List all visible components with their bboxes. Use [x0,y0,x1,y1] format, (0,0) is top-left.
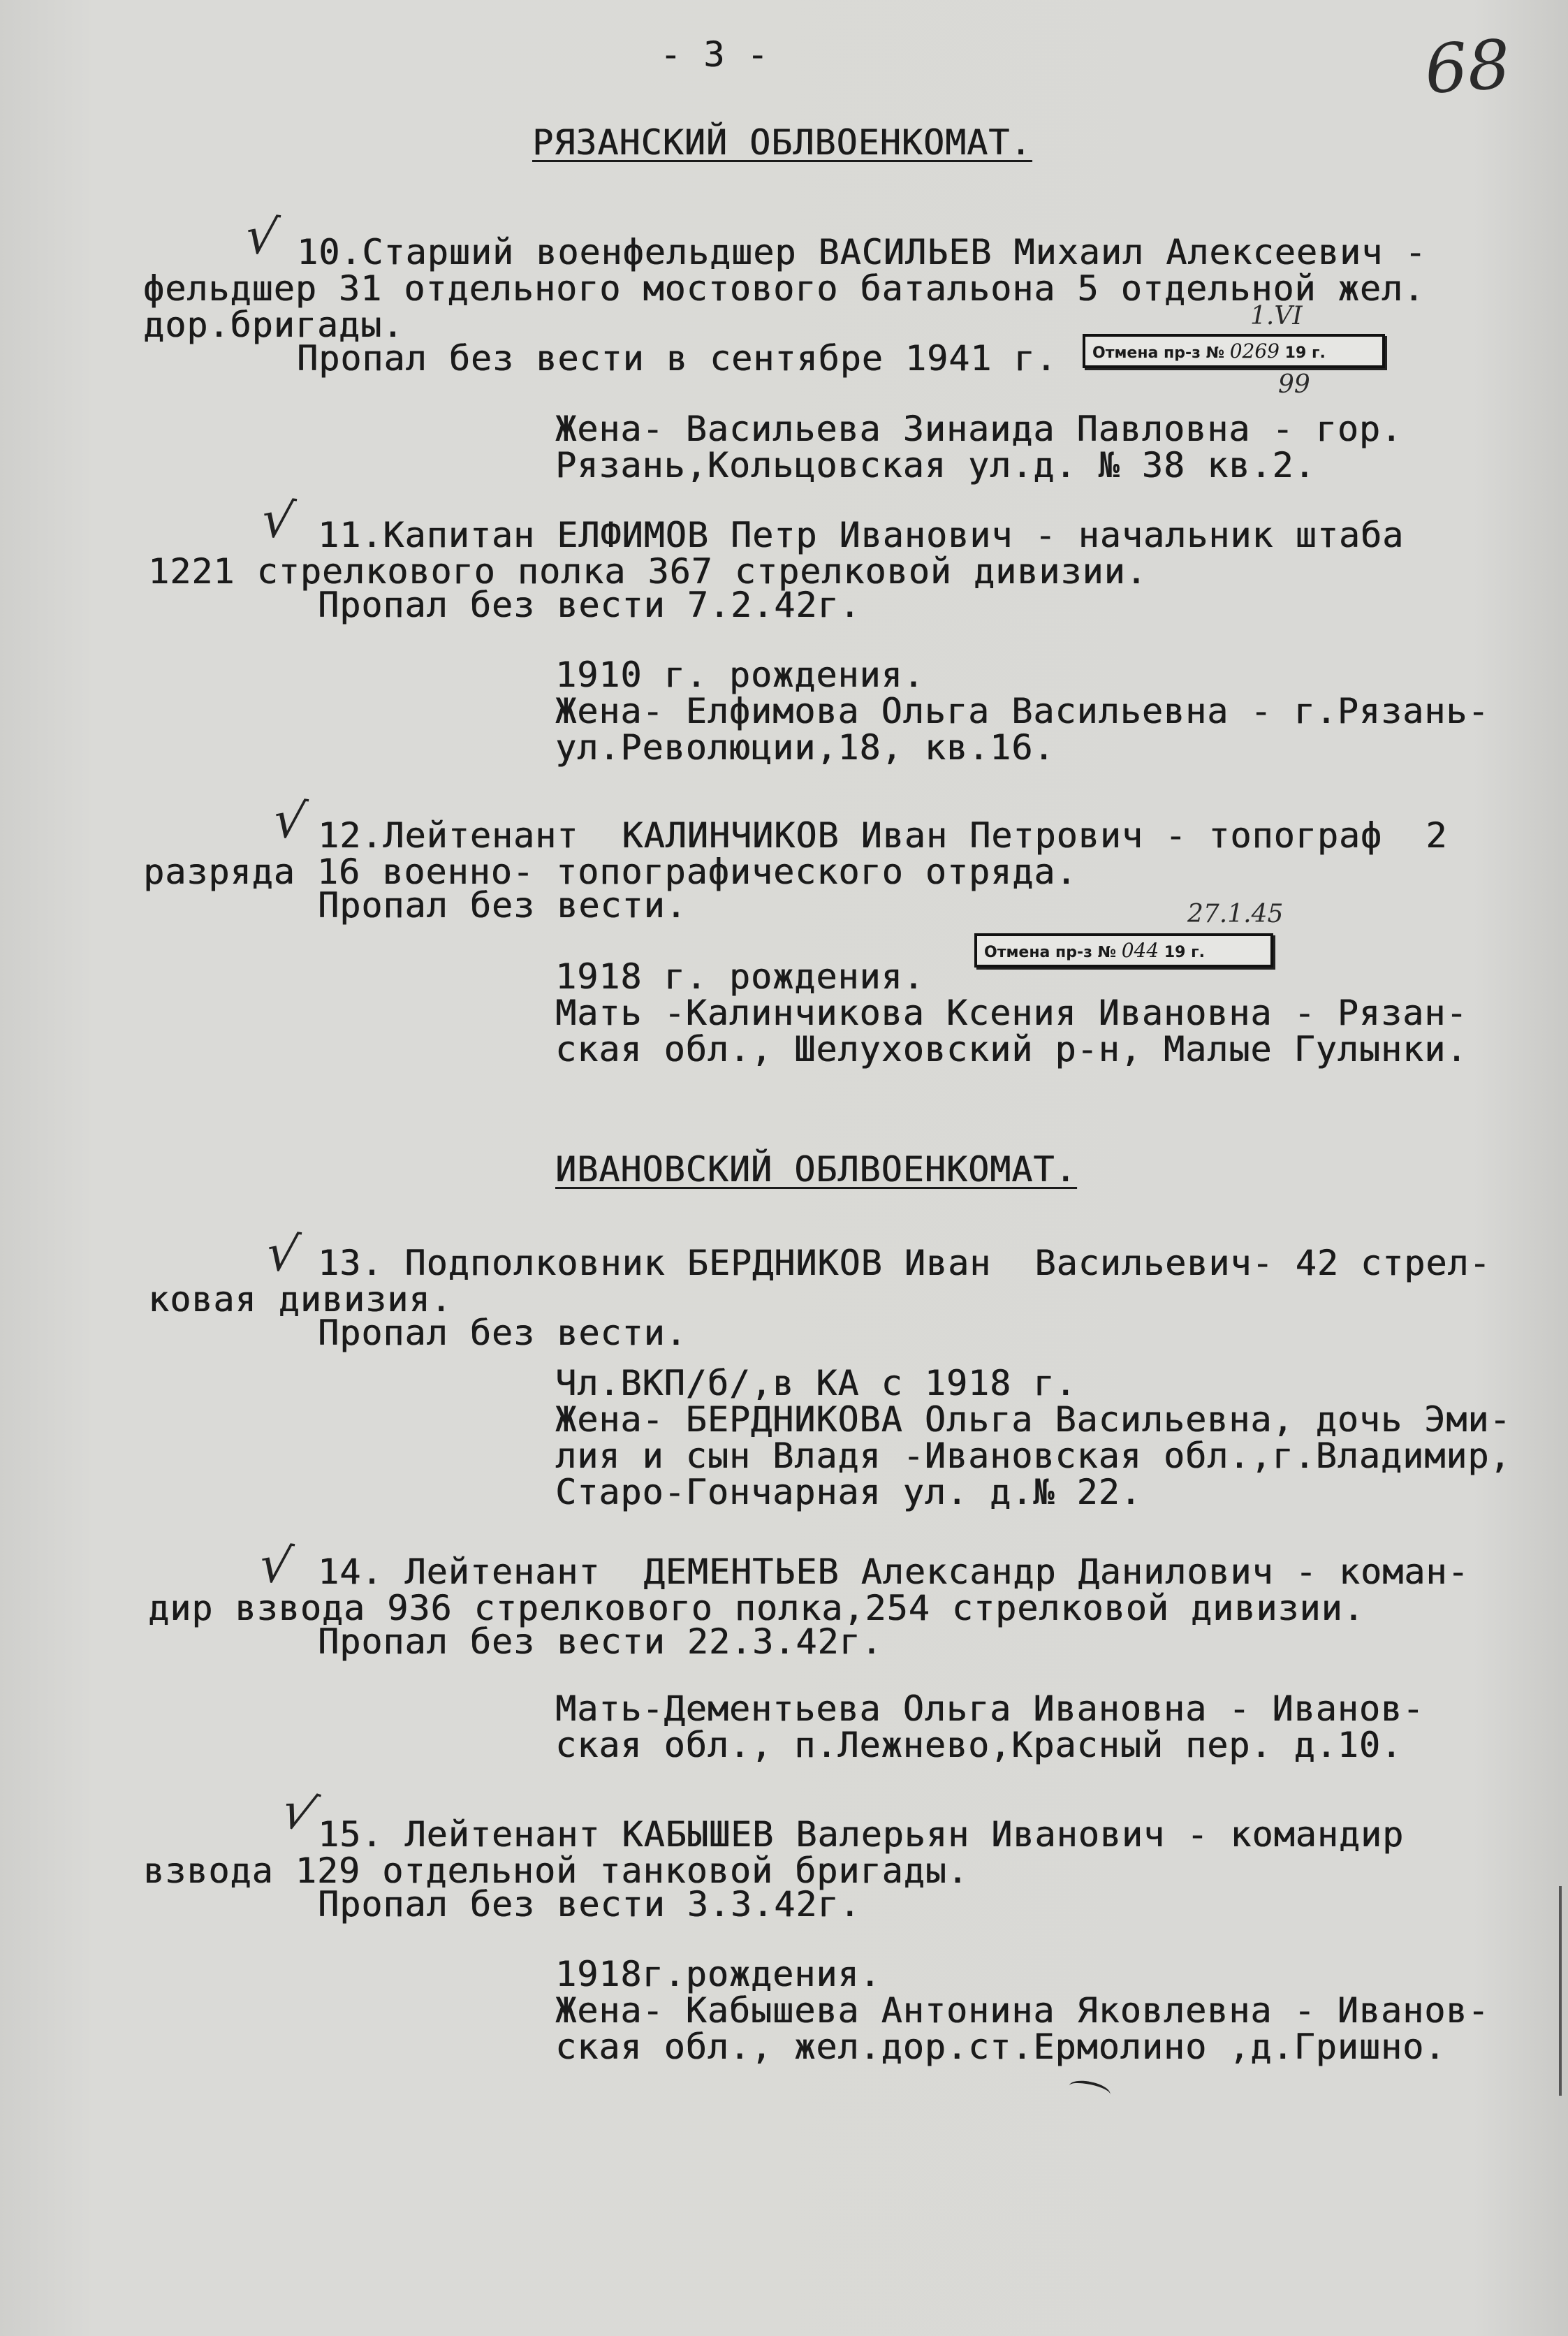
entry-13-line-2: ковая дивизия. [148,1279,453,1320]
stamp-1-note-top: 1.VI [1250,302,1303,330]
entry-12-relative-2: Мать -Калинчикова Ксения Ивановна - Рязан- [555,993,1468,1033]
entry-15-relative-2: Жена- Кабышева Антонина Яковлевна - Иванов- [555,1990,1490,2031]
section-heading-ivanovo: ИВАНОВСКИЙ ОБЛВОЕНКОМАТ. [555,1149,1077,1190]
entry-11-line-2: 1221 стрелкового полка 367 стрелковой дивизии. [148,551,1148,592]
stamp-1-note-bottom: 99 [1278,370,1310,399]
check-mark-icon: √ [274,1779,323,1846]
entry-12-line-1: 12.Лейтенант КАЛИНЧИКОВ Иван Петрович - топограф 2 [318,815,1448,856]
entry-13-line-1: 13. Подполковник БЕРДНИКОВ Иван Васильевич- 42 стрел- [318,1243,1491,1283]
stamp-2-suffix: 19 г. [1164,944,1205,961]
page-number: - 3 - [660,34,769,75]
stamp-1 [1083,334,1385,368]
sheet-number: 68 [1422,24,1513,110]
entry-13-relative-4: Старо-Гончарная ул. д.№ 22. [555,1472,1142,1512]
entry-13-relative-1: Чл.ВКП/б/,в КА с 1918 г. [555,1363,1077,1403]
entry-15-missing: Пропал без вести 3.3.42г. [318,1884,861,1925]
stamp-2-number: 044 [1121,939,1159,962]
entry-12-relative-3: ская обл., Шелуховский р-н, Малые Гулынки. [555,1029,1468,1070]
check-mark-icon: √ [263,1222,303,1285]
entry-10-line-1: 10.Старший военфельдшер ВАСИЛЬЕВ Михаил Алексеевич - [297,232,1427,272]
check-mark-icon: √ [258,488,298,551]
entry-10-line-3: дор.бригады. [143,305,404,345]
entry-15-line-2: взвода 129 отдельной танковой бригады. [143,1850,969,1891]
entry-11-missing: Пропал без вести 7.2.42г. [318,585,861,625]
stamp-1-label: Отмена пр-з № [1092,344,1225,362]
entry-13-relative-3: лия и сын Владя -Ивановская обл.,г.Владимир, [555,1436,1511,1476]
entry-13-relative-2: Жена- БЕРДНИКОВА Ольга Васильевна, дочь Эми- [555,1399,1511,1440]
stamp-2-note-top: 27.1.45 [1187,900,1284,928]
entry-11-relative-1: 1910 г. рождения. [555,655,925,695]
entry-11-relative-2: Жена- Елфимова Ольга Васильевна - г.Рязань- [555,691,1490,731]
entry-12-missing: Пропал без вести. [318,885,687,926]
entry-10-line-2: фельдшер 31 отдельного мостового батальона 5 отдельной жел. [143,268,1426,309]
entry-10-missing: Пропал без вести в сентябре 1941 г. [297,338,1057,379]
check-mark-icon: √ [242,205,282,268]
pen-mark [1067,2078,1112,2103]
entry-15-relative-1: 1918г.рождения. [555,1954,881,1994]
stamp-1-suffix: 19 г. [1284,344,1326,362]
entry-10-relative-1: Жена- Васильева Зинаида Павловна - гор. [555,409,1402,449]
entry-12-relative-1: 1918 г. рождения. [555,956,925,997]
stamp-2 [974,933,1273,968]
stamp-2-label: Отмена пр-з № [984,944,1117,961]
entry-14-line-1: 14. Лейтенант ДЕМЕНТЬЕВ Александр Данилович - коман- [318,1552,1470,1592]
entry-15-line-1: 15. Лейтенант КАБЫШЕВ Валерьян Иванович - командир [318,1814,1405,1855]
entry-12-line-2: разряда 16 военно- топографического отряда. [143,852,1078,892]
entry-10-relative-2: Рязань,Кольцовская ул.д. № 38 кв.2. [555,445,1316,486]
entry-14-relative-2: ская обл., п.Лежнево,Красный пер. д.10. [555,1725,1402,1765]
section-heading-ryazan: РЯЗАНСКИЙ ОБЛВОЕНКОМАТ. [532,122,1032,163]
entry-14-missing: Пропал без вести 22.3.42г. [318,1621,883,1662]
check-mark-icon: √ [256,1533,296,1596]
entry-14-line-2: дир взвода 936 стрелкового полка,254 стрелковой дивизии. [148,1588,1365,1628]
check-mark-icon: √ [270,789,310,852]
edge-shadow [1559,1886,1562,2096]
entry-14-relative-1: Мать-Дементьева Ольга Ивановна - Иванов- [555,1688,1425,1729]
entry-13-missing: Пропал без вести. [318,1313,687,1353]
entry-11-relative-3: ул.Революции,18, кв.16. [555,727,1055,768]
stamp-1-number: 0269 [1229,340,1280,363]
entry-11-line-1: 11.Капитан ЕЛФИМОВ Петр Иванович - начальник штаба [318,515,1405,555]
entry-15-relative-3: ская обл., жел.дор.ст.Ермолино ,д.Гришно. [555,2027,1446,2067]
